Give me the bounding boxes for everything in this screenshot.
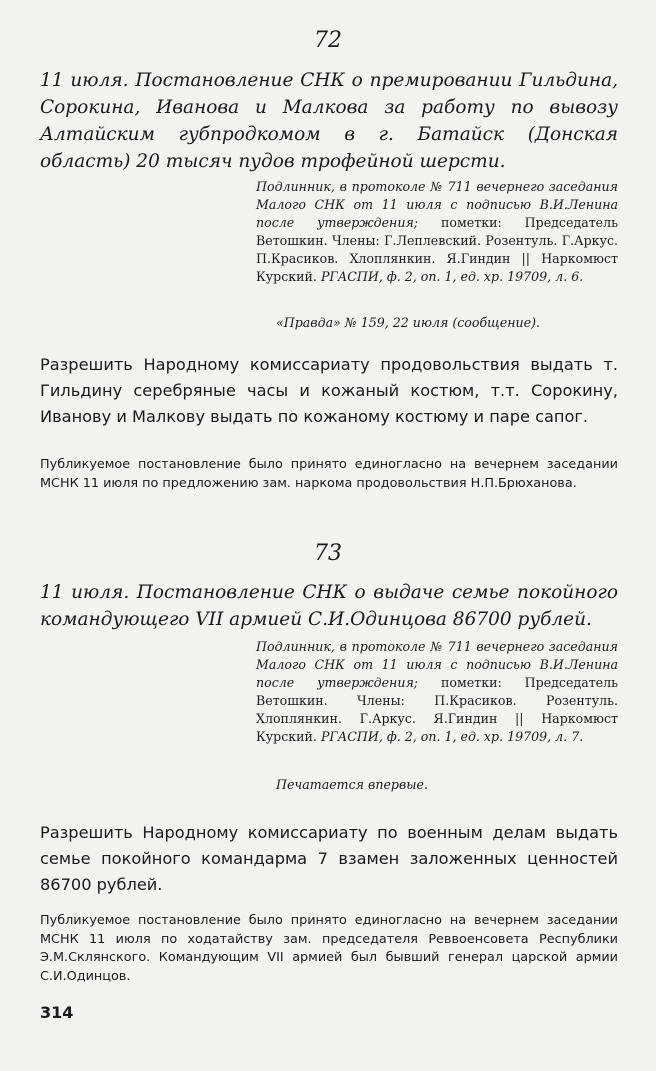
document-heading: 11 июля. Постановление СНК о выдаче семье покойного командующего VII армией С.И.Одинцова 86700 рублей. — [40, 582, 618, 630]
page-number: 314 — [40, 1003, 74, 1022]
resolution-text: Разрешить Народному комиссариату продовольствия выдать т. Гильдину серебряные часы и кожаный костюм, т.т. Сорокину, Иванову и Малкову выдать по кожаному костюму и паре сапог. — [40, 355, 618, 426]
source-body: пометки: Председатель Ветошкин. Члены: П.Красиков. Розентуль. Хлоплянкин. Г.Аркус. Я.Гиндин || Наркомюст Курский. — [256, 675, 618, 744]
document-heading: 11 июля. Постановление СНК о премировании Гильдина, Сорокина, Иванова и Малкова за работу по вывозу Алтайским губпродкомом в г. Батайск (Донская область) 20 тысяч пудов трофейной шерсти. — [40, 70, 618, 172]
editorial-note: Публикуемое постановление было принято единогласно на вечернем заседании МСНК 11 июля по предложению зам. наркома продовольствия Н.П.Брюханова. — [40, 457, 618, 491]
document-number: 72 — [314, 28, 342, 53]
source-body: пометки: Председатель Ветошкин. Члены: Г.Леплевский. Розентуль. Г.Аркус. П.Красиков. Хлоплянкин. Я.Гиндин || Наркомюст Курский. — [256, 215, 618, 284]
source-prefix: Подлинник, в протоколе № 711 вечернего заседания Малого СНК от 11 июля с подписью В.И.Ленина после утверждения; — [256, 179, 618, 230]
source-archive: РГАСПИ, ф. 2, оп. 1, ед. хр. 19709, л. 6. — [320, 269, 584, 284]
resolution-text: Разрешить Народному комиссариату по военным делам выдать семье покойного командарма 7 взамен заложенных ценностей 86700 рублей. — [40, 823, 618, 894]
publication-note: Печатается впервые. — [276, 777, 429, 792]
publication-note: «Правда» № 159, 22 июля (сообщение). — [276, 315, 540, 330]
source-prefix: Подлинник, в протоколе № 711 вечернего заседания Малого СНК от 11 июля с подписью В.И.Ленина после утверждения; — [256, 639, 618, 690]
source-archive: РГАСПИ, ф. 2, оп. 1, ед. хр. 19709, л. 7. — [320, 729, 584, 744]
document-number: 73 — [314, 541, 342, 566]
source-note — [256, 178, 618, 286]
source-note — [256, 638, 618, 746]
editorial-note: Публикуемое постановление было принято единогласно на вечернем заседании МСНК 11 июля по ходатайству зам. председателя Реввоенсовета Республики Э.М.Склянского. Командующим VII армией был бывший генерал царской армии С.И.Одинцов. — [40, 913, 618, 984]
